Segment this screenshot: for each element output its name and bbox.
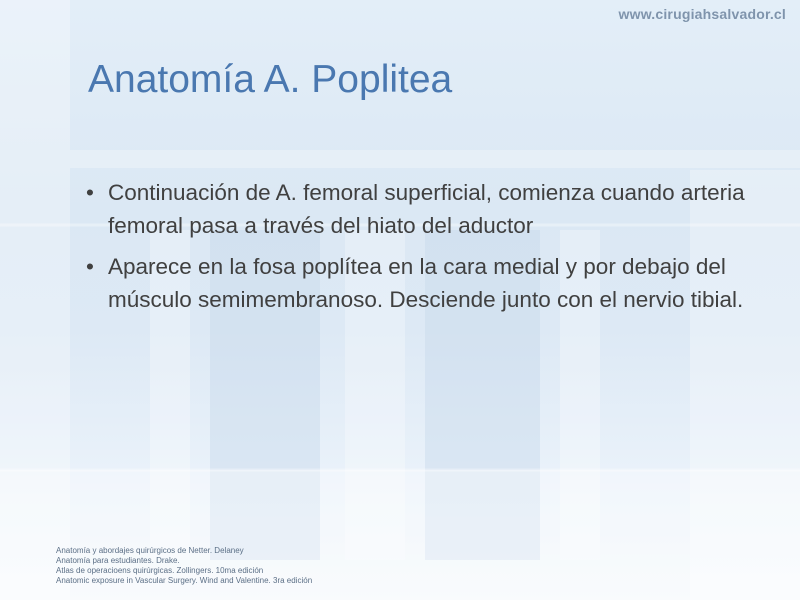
reference-line: Atlas de operacioens quirúrgicas. Zollingers. 10ma edición	[56, 566, 264, 575]
references	[56, 546, 456, 586]
site-url: www.cirugiahsalvador.cl	[618, 6, 786, 22]
reference-line: Anatomic exposure in Vascular Surgery. Wind and Valentine. 3ra edición	[56, 576, 313, 585]
bullet-item	[86, 250, 766, 316]
bullet-marker: •	[86, 180, 94, 205]
bullet-text: Continuación de A. femoral superficial, comienza cuando arteria femoral pasa a través del hiato del aductor	[108, 180, 745, 238]
reference-line: Anatomía y abordajes quirúrgicos de Netter. Delaney	[56, 546, 244, 555]
bullet-item	[86, 176, 766, 242]
bullet-text: Aparece en la fosa poplítea en la cara medial y por debajo del músculo semimembranoso. Desciende junto con el nervio tibial.	[108, 254, 744, 312]
bullet-list	[86, 176, 766, 324]
reference-line: Anatomía para estudiantes. Drake.	[56, 556, 180, 565]
slide-title: Anatomía A. Poplitea	[88, 58, 453, 101]
bullet-marker: •	[86, 254, 94, 279]
